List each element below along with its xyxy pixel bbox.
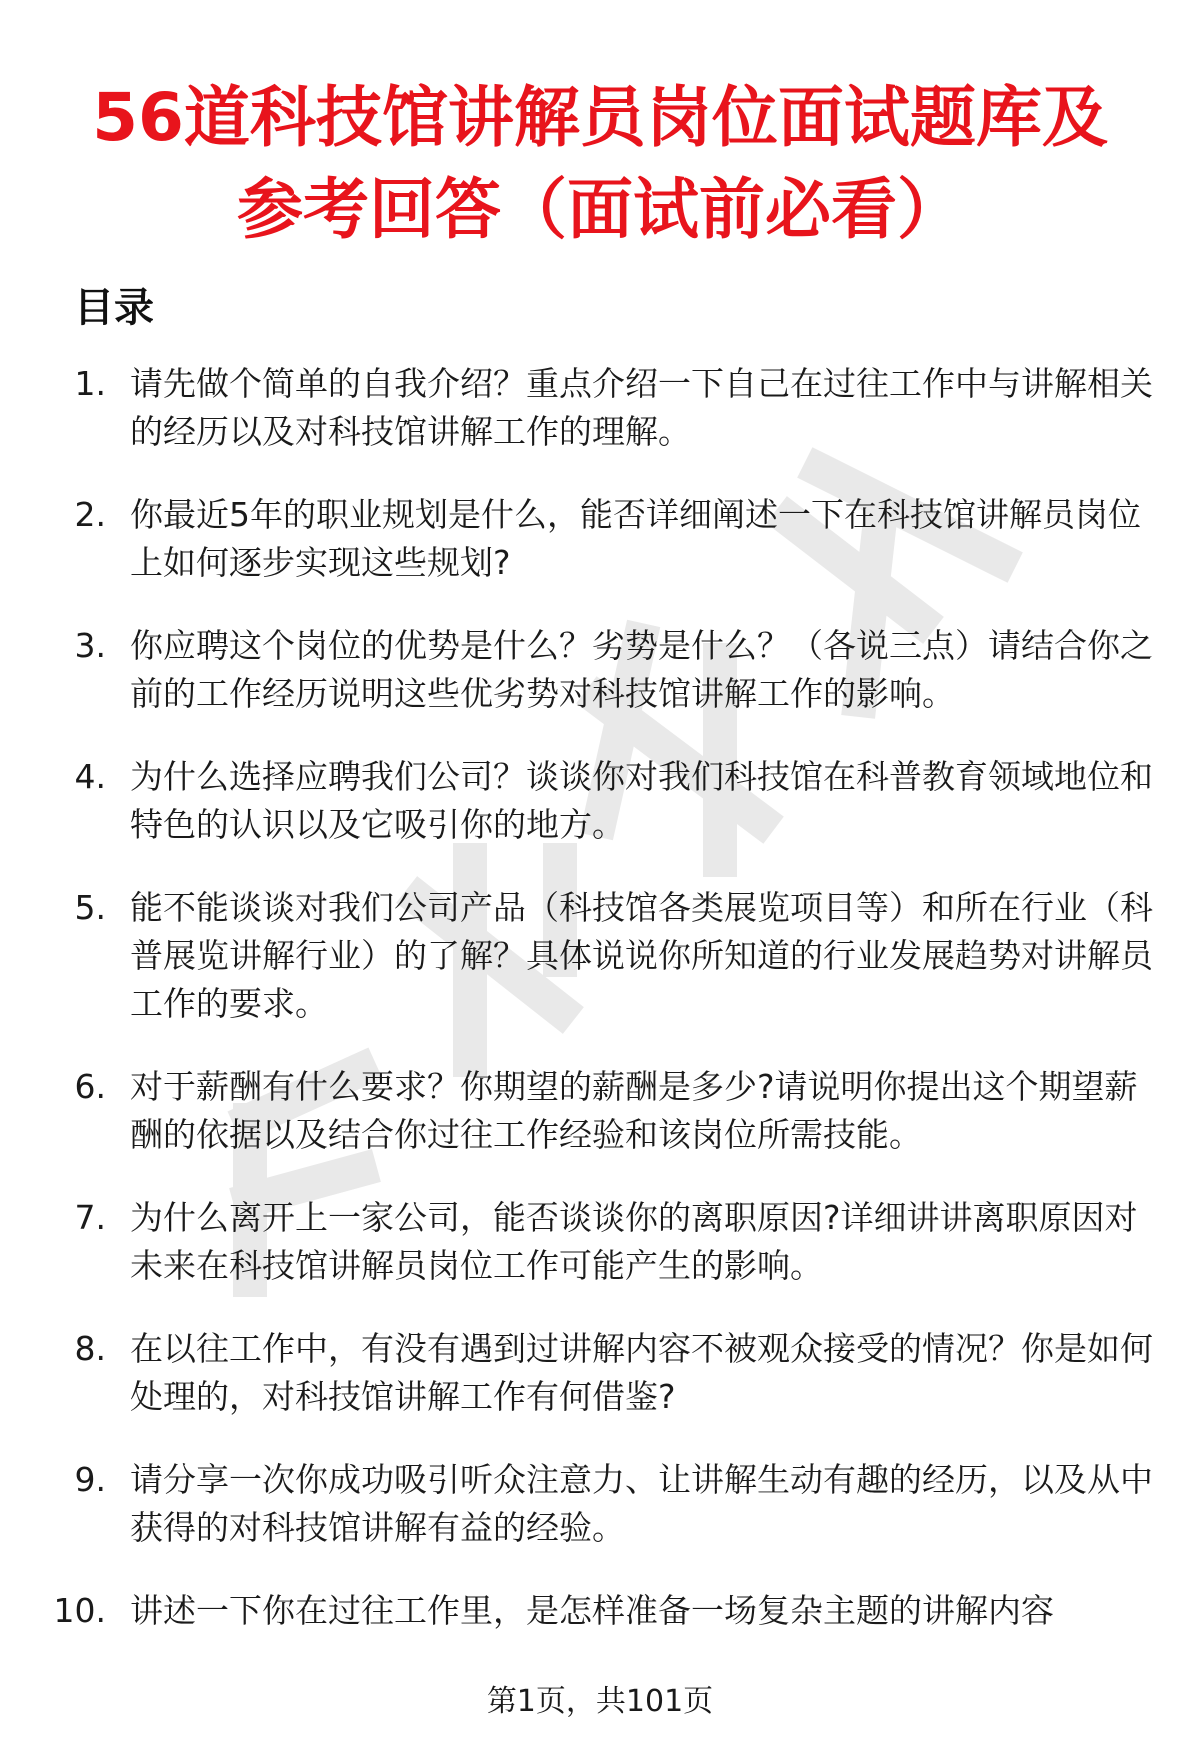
toc-item-text: 能不能谈谈对我们公司产品（科技馆各类展览项目等）和所在行业（科普展览讲解行业）的了解？具体说说你所知道的行业发展趋势对讲解员工作的要求。 — [130, 888, 1153, 1023]
toc-item-number: 7. — [74, 1198, 106, 1237]
toc-item-number: 2. — [74, 495, 106, 534]
toc-item — [50, 1325, 1160, 1421]
toc-item — [50, 1587, 1160, 1635]
toc-item-text: 对于薪酬有什么要求？你期望的薪酬是多少?请说明你提出这个期望薪酬的依据以及结合你过往工作经验和该岗位所需技能。 — [130, 1067, 1138, 1154]
toc-heading: 目录 — [74, 285, 154, 331]
toc-item-number: 4. — [74, 757, 106, 796]
toc-item-number: 8. — [74, 1329, 106, 1368]
toc-item-number: 6. — [74, 1067, 106, 1106]
toc-item — [50, 1063, 1160, 1159]
toc-item — [50, 753, 1160, 849]
toc-item — [50, 1194, 1160, 1290]
toc-list — [50, 360, 1160, 1670]
toc-item-text: 在以往工作中，有没有遇到过讲解内容不被观众接受的情况？你是如何处理的，对科技馆讲解工作有何借鉴? — [130, 1329, 1153, 1416]
toc-item-text: 请分享一次你成功吸引听众注意力、让讲解生动有趣的经历，以及从中获得的对科技馆讲解有益的经验。 — [130, 1460, 1153, 1547]
document-title — [40, 72, 1160, 256]
toc-item-number: 1. — [74, 364, 106, 403]
toc-item-text: 讲述一下你在过往工作里，是怎样准备一场复杂主题的讲解内容 — [130, 1591, 1054, 1630]
toc-item-text: 请先做个简单的自我介绍？重点介绍一下自己在过往工作中与讲解相关的经历以及对科技馆讲解工作的理解。 — [130, 364, 1153, 451]
toc-item — [50, 360, 1160, 456]
toc-item-number: 9. — [74, 1460, 106, 1499]
toc-item-number: 10. — [53, 1591, 106, 1630]
title-line-2: 参考回答（面试前必看） — [237, 171, 963, 248]
toc-item — [50, 1456, 1160, 1552]
toc-item-text: 你应聘这个岗位的优势是什么？劣势是什么？（各说三点）请结合你之前的工作经历说明这些优劣势对科技馆讲解工作的影响。 — [130, 626, 1153, 713]
toc-item-number: 5. — [74, 888, 106, 927]
toc-item-text: 你最近5年的职业规划是什么，能否详细阐述一下在科技馆讲解员岗位上如何逐步实现这些规划? — [130, 495, 1141, 582]
toc-item-number: 3. — [74, 626, 106, 665]
toc-item — [50, 622, 1160, 718]
toc-item-text: 为什么选择应聘我们公司？谈谈你对我们科技馆在科普教育领域地位和特色的认识以及它吸引你的地方。 — [130, 757, 1153, 844]
page-footer: 第1页，共101页 — [486, 1684, 714, 1719]
toc-item — [50, 491, 1160, 587]
toc-item-text: 为什么离开上一家公司，能否谈谈你的离职原因?详细讲讲离职原因对未来在科技馆讲解员岗位工作可能产生的影响。 — [130, 1198, 1138, 1285]
toc-item — [50, 884, 1160, 1028]
title-line-1: 56道科技馆讲解员岗位面试题库及 — [92, 79, 1108, 156]
